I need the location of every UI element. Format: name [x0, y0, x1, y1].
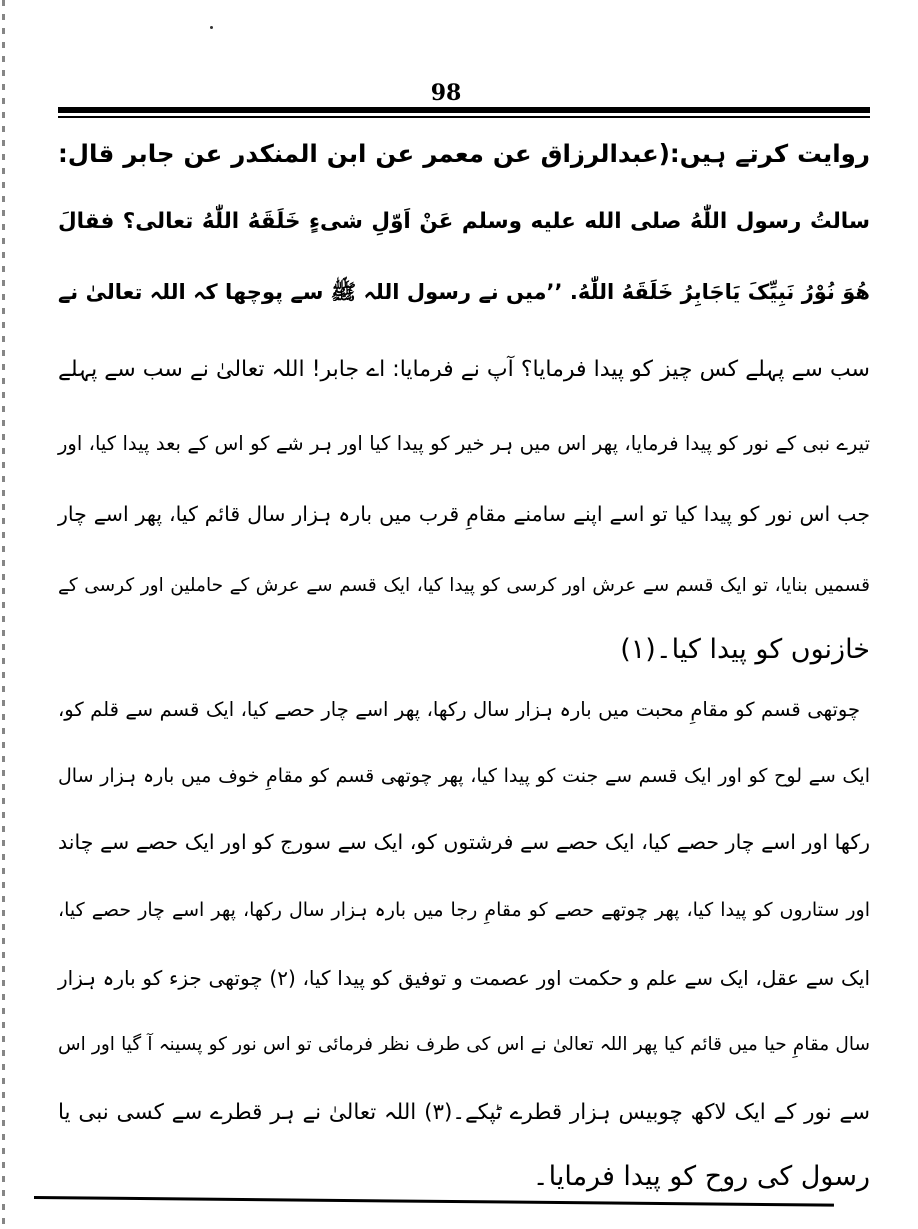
text-line: سے نور کے ایک لاکھ چوبیس ہزار قطرے ٹپکے۔(۳) اللہ تعالیٰ نے ہر قطرے سے کسی نبی یا [58, 1100, 870, 1125]
text-line: رکھا اور اسے چار حصے کیا، ایک حصے سے فرشتوں کو، ایک سے سورج کو اور ایک حصے سے چاند [58, 830, 870, 854]
scan-speck [210, 26, 213, 29]
text-line: هُوَ نُوْرُ نَبِیِّکَ یَاجَابِرُ خَلَقَهُ اللّٰهُ. ’’میں نے رسول اللہ ﷺ سے پوچھا کہ اللہ تعالیٰ نے [58, 280, 870, 304]
scan-margin-mark [2, 0, 5, 1229]
text-line: سال مقامِ حیا میں قائم کیا پھر اللہ تعالیٰ نے اس کی طرف نظر فرمائی تو اس نور کو پسینہ آ گیا اور اس [58, 1034, 870, 1055]
header-rule-thick [58, 107, 870, 113]
text-line: سب سے پہلے کس چیز کو پیدا فرمایا؟ آپ نے فرمایا: اے جابر! اللہ تعالیٰ نے سب سے پہلے [58, 357, 870, 382]
text-line: سالتُ رسول اللّٰهُ صلی الله علیه وسلم عَنْ اَوّلِ شیءٍ خَلَقَهُ اللّٰهُ تعالی؟ فقالَ [58, 209, 870, 234]
header-rule-thin [58, 116, 870, 118]
text-line: ایک سے لوح کو اور ایک قسم سے جنت کو پیدا کیا، پھر چوتھی قسم کو مقامِ خوف میں بارہ ہزار سال [58, 765, 870, 787]
paragraph-start-line: چوتھی قسم کو مقامِ محبت میں بارہ ہزار سال رکھا، پھر اسے چار حصے کیا، ایک قسم سے قلم کو، [58, 698, 860, 721]
page-number: 98 [430, 80, 462, 106]
text-line: خازنوں کو پیدا کیا۔(۱) [620, 634, 870, 665]
footer-rule [34, 1196, 834, 1207]
text-line: رسول کی روح کو پیدا فرمایا۔ [532, 1161, 870, 1192]
text-line: تیرے نبی کے نور کو پیدا فرمایا، پھر اس میں ہر خیر کو پیدا کیا اور ہر شے کو اس کے بعد پیدا کیا، اور [58, 432, 870, 455]
text-line: ایک سے عقل، ایک سے علم و حکمت اور عصمت و توفیق کو پیدا کیا، (۲) چوتھی جزء کو بارہ ہزار [58, 966, 871, 990]
text-line: قسمیں بنایا، تو ایک قسم سے عرش اور کرسی کو پیدا کیا، ایک قسم سے عرش کے حاملین اور کرسی کے [58, 575, 870, 596]
text-line: روایت کرتے ہیں:(عبدالرزاق عن معمر عن ابن المنکدر عن جابر قال: [58, 139, 870, 168]
text-line: اور ستاروں کو پیدا کیا، پھر چوتھے حصے کو مقامِ رجا میں بارہ ہزار سال رکھا، پھر اسے چار حصے کیا، [58, 899, 870, 921]
text-line: جب اس نور کو پیدا کیا تو اسے اپنے سامنے مقامِ قرب میں بارہ ہزار سال قائم کیا، پھر اسے چار [58, 502, 870, 526]
